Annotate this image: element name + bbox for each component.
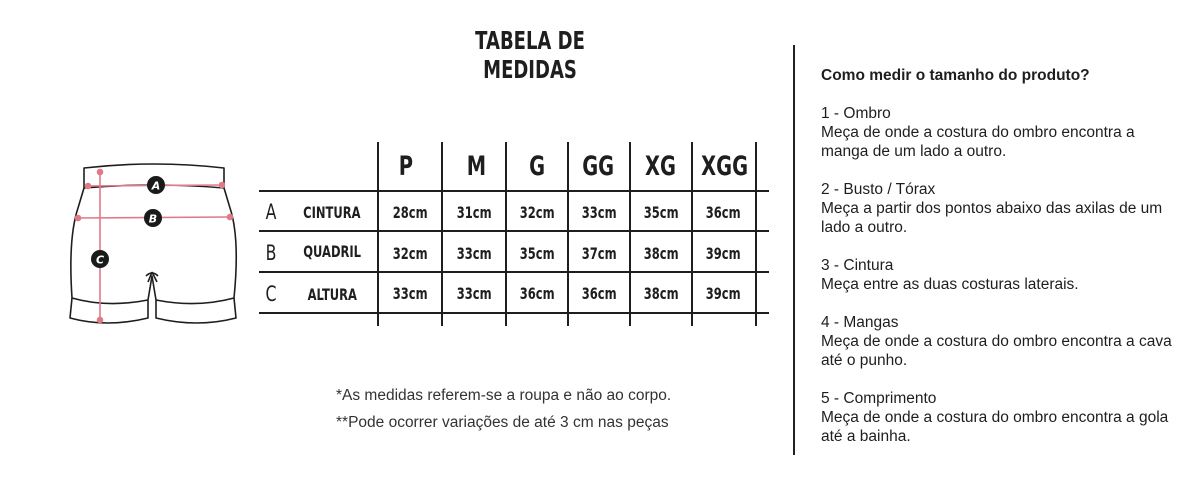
- marker-c: [91, 250, 109, 268]
- size-header-xg: XG: [644, 151, 676, 182]
- guide-item-title: 1 - Ombro: [821, 105, 891, 122]
- guide-item-text: Meça de onde a costura do ombro encontra a gola até a bainha.: [821, 409, 1169, 445]
- svg-text:C: C: [95, 253, 105, 267]
- table-cell: 33cm: [392, 284, 428, 303]
- row-letter-c: C: [265, 282, 277, 306]
- row-letter-b: B: [265, 241, 277, 265]
- table-column-rule: [755, 142, 757, 326]
- guide-item-text: Meça de onde a costura do ombro encontra a cava até o punho.: [821, 333, 1172, 369]
- guide-item-cintura: [821, 256, 1181, 294]
- note-measurements: *As medidas referem-se a roupa e não ao corpo.: [336, 387, 672, 404]
- table-cell: 37cm: [581, 244, 617, 263]
- table-cell: 33cm: [581, 203, 617, 222]
- guide-item-text: Meça de onde a costura do ombro encontra a manga de um lado a outro.: [821, 124, 1135, 160]
- guide-heading: Como medir o tamanho do produto?: [821, 67, 1090, 84]
- table-cell: 38cm: [643, 244, 679, 263]
- guide-item-comprimento: [821, 389, 1181, 446]
- size-header-xgg: XGG: [701, 151, 749, 182]
- marker-a: [147, 176, 165, 194]
- marker-b: [144, 209, 162, 227]
- guide-item-ombro: [821, 104, 1181, 161]
- vertical-divider: [793, 45, 795, 455]
- table-cell: 36cm: [705, 203, 741, 222]
- guide-item-text: Meça a partir dos pontos abaixo das axilas de um lado a outro.: [821, 200, 1163, 236]
- svg-text:B: B: [148, 212, 158, 226]
- svg-text:A: A: [151, 179, 161, 193]
- guide-item-mangas: [821, 313, 1181, 370]
- table-cell: 36cm: [581, 284, 617, 303]
- table-cell: 33cm: [456, 284, 492, 303]
- table-cell: 35cm: [643, 203, 679, 222]
- table-cell: 32cm: [519, 203, 555, 222]
- guide-item-text: Meça entre as duas costuras laterais.: [821, 276, 1079, 293]
- size-header-g: G: [529, 151, 545, 182]
- row-letter-a: A: [265, 200, 277, 224]
- row-label-altura: ALTURA: [307, 285, 357, 304]
- measuring-guide: [821, 66, 1181, 465]
- table-cell: 35cm: [519, 244, 555, 263]
- table-cell: 33cm: [456, 244, 492, 263]
- guide-item-title: 2 - Busto / Tórax: [821, 181, 936, 198]
- table-cell: 39cm: [705, 244, 741, 263]
- guide-item-busto: [821, 180, 1181, 237]
- table-cell: 31cm: [456, 203, 492, 222]
- size-header-m: M: [466, 151, 486, 182]
- size-header-gg: GG: [582, 151, 614, 182]
- guide-item-title: 4 - Mangas: [821, 314, 899, 331]
- table-cell: 39cm: [705, 284, 741, 303]
- note-variation: **Pode ocorrer variações de até 3 cm nas peças: [336, 414, 669, 431]
- page-title: TABELA DE MEDIDAS: [475, 26, 585, 84]
- row-label-quadril: QUADRIL: [303, 242, 361, 261]
- guide-item-title: 5 - Comprimento: [821, 390, 937, 407]
- table-cell: 38cm: [643, 284, 679, 303]
- table-cell: 28cm: [392, 203, 428, 222]
- table-cell: 36cm: [519, 284, 555, 303]
- size-header-p: P: [398, 151, 414, 182]
- shorts-diagram: [62, 158, 252, 328]
- guide-item-title: 3 - Cintura: [821, 257, 894, 274]
- row-label-cintura: CINTURA: [303, 203, 361, 222]
- table-cell: 32cm: [392, 244, 428, 263]
